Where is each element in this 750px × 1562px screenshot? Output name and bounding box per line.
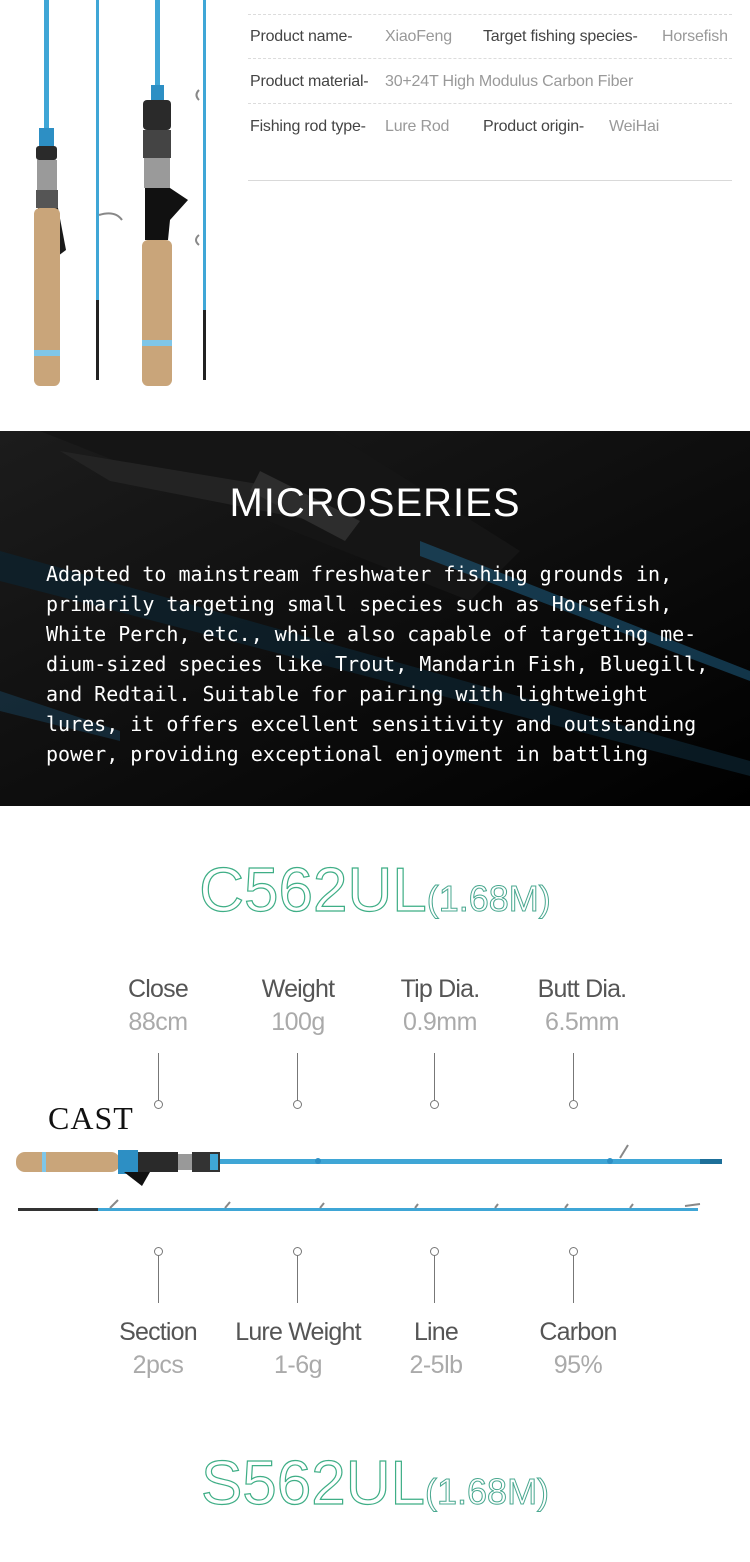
callout-value: 2-5lb (409, 1351, 463, 1379)
callout-line (158, 1053, 159, 1101)
callout-label: Butt Dia. (537, 975, 627, 1003)
callout-value: 0.9mm (403, 1008, 477, 1036)
callout-dot (293, 1100, 302, 1109)
model-length: (1.68M) (425, 1471, 550, 1512)
spec-callout-butt-dia (512, 975, 652, 1037)
spec-callout-carbon (508, 1318, 648, 1380)
callout-value: 88cm (128, 1008, 188, 1036)
model-heading-c562ul (0, 855, 750, 926)
callout-label: Weight (261, 975, 335, 1003)
callout-line (297, 1053, 298, 1101)
spec-callout-lure-weight (228, 1318, 368, 1380)
spec-divider (248, 103, 732, 104)
callout-value: 95% (553, 1351, 603, 1379)
callout-label: Tip Dia. (400, 975, 480, 1003)
callout-line (297, 1255, 298, 1303)
callout-dot (430, 1100, 439, 1109)
callout-dot (154, 1100, 163, 1109)
rod-photo-icon (0, 0, 240, 431)
callout-line (434, 1053, 435, 1101)
spec-key-product-material: Product material- (250, 73, 369, 90)
spec-value-product-name: XiaoFeng (385, 28, 452, 45)
spec-key-product-name: Product name- (250, 28, 353, 45)
spec-callout-line (366, 1318, 506, 1380)
model-length: (1.68M) (426, 878, 551, 919)
model-code: C562UL (199, 856, 427, 925)
spec-callout-section (88, 1318, 228, 1380)
product-info-section (0, 0, 750, 431)
spec-value-rod-type: Lure Rod (385, 118, 450, 135)
spec-callout-weight (228, 975, 368, 1037)
callout-label: Lure Weight (235, 1318, 361, 1346)
casting-rod-diagram-icon (0, 1130, 750, 1220)
callout-value: 2pcs (132, 1351, 184, 1379)
callout-line (573, 1255, 574, 1303)
spec-callout-tip-dia (370, 975, 510, 1037)
spec-value-target-species: Horsefish (662, 28, 728, 45)
banner-title: MICROSERIES (229, 481, 521, 525)
callout-value: 100g (271, 1008, 325, 1036)
model-code: S562UL (200, 1449, 426, 1518)
spec-divider (248, 14, 732, 15)
spec-value-product-material: 30+24T High Modulus Carbon Fiber (385, 73, 634, 90)
callout-label: Close (128, 975, 188, 1003)
spec-key-product-origin: Product origin- (483, 118, 585, 135)
callout-value: 6.5mm (545, 1008, 619, 1036)
microseries-banner (0, 431, 750, 806)
spec-key-target-species: Target fishing species- (483, 28, 638, 45)
callout-line (158, 1255, 159, 1303)
callout-label: Line (413, 1318, 459, 1346)
spec-key-rod-type: Fishing rod type- (250, 118, 366, 135)
callout-line (434, 1255, 435, 1303)
spec-value-product-origin: WeiHai (609, 118, 660, 135)
spec-callout-close (88, 975, 228, 1037)
spec-table-end-line (248, 180, 732, 181)
banner-description: Adapted to mainstream freshwater fishing grounds in, primarily targeting small species such as Horsefish, White Perch, etc., while also capable of targeting me- dium-sized species like Trout, Mandarin Fish, Bluegill, and Redtail. Suitable for pairing with lightweight lures, it offers excellent sensitivity and outstanding power, providing exceptional enjoyment in battling (46, 562, 709, 766)
model-heading-s562ul (0, 1448, 750, 1519)
callout-line (573, 1053, 574, 1101)
spec-divider (248, 58, 732, 59)
cast-label: CAST (48, 1100, 134, 1136)
callout-value: 1-6g (273, 1351, 323, 1379)
callout-dot (569, 1100, 578, 1109)
callout-label: Carbon (539, 1318, 617, 1346)
callout-label: Section (119, 1318, 197, 1346)
